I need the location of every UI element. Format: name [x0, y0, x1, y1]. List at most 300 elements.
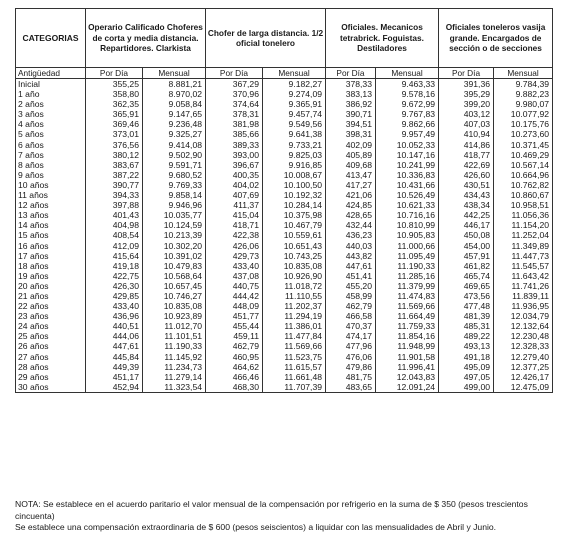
- antiguedad-cell: 10 años: [16, 180, 86, 190]
- mensual-cell: 11.279,14: [143, 372, 206, 382]
- mensual-cell: 9.457,74: [263, 109, 326, 119]
- por-dia-cell: 421,06: [326, 190, 376, 200]
- antiguedad-cell: 26 años: [16, 341, 86, 351]
- por-dia-cell: 499,00: [439, 382, 494, 393]
- por-dia-cell: 460,95: [206, 352, 263, 362]
- por-dia-cell: 445,84: [86, 352, 143, 362]
- mensual-cell: 11.056,36: [494, 210, 553, 220]
- mensual-cell: 11.190,33: [143, 341, 206, 351]
- header-chofer-larga-distancia: Chofer de larga distancia. 1/2 oficial tonelero: [206, 9, 326, 68]
- por-dia-cell: 433,40: [206, 261, 263, 271]
- mensual-cell: 10.860,67: [494, 190, 553, 200]
- header-group-row: [16, 9, 553, 68]
- por-dia-cell: 493,13: [439, 341, 494, 351]
- por-dia-cell: 442,25: [439, 210, 494, 220]
- por-dia-cell: 437,08: [206, 271, 263, 281]
- mensual-cell: 9.549,56: [263, 119, 326, 129]
- por-dia-cell: 378,31: [206, 109, 263, 119]
- mensual-cell: 11.545,57: [494, 261, 553, 271]
- por-dia-cell: 412,09: [86, 241, 143, 251]
- por-dia-cell: 408,54: [86, 230, 143, 240]
- por-dia-cell: 426,60: [439, 170, 494, 180]
- por-dia-cell: 465,74: [439, 271, 494, 281]
- mensual-cell: 10.371,45: [494, 140, 553, 150]
- por-dia-cell: 433,40: [86, 301, 143, 311]
- antiguedad-cell: 30 años: [16, 382, 86, 393]
- por-dia-cell: 370,96: [206, 89, 263, 99]
- mensual-cell: 9.784,39: [494, 79, 553, 90]
- por-dia-cell: 358,80: [86, 89, 143, 99]
- por-dia-cell: 390,77: [86, 180, 143, 190]
- sub-header-por-dia: Por Día: [326, 68, 376, 79]
- por-dia-cell: 451,77: [206, 311, 263, 321]
- mensual-cell: 11.664,49: [376, 311, 439, 321]
- por-dia-cell: 449,39: [86, 362, 143, 372]
- por-dia-cell: 451,41: [326, 271, 376, 281]
- antiguedad-cell: 28 años: [16, 362, 86, 372]
- mensual-cell: 9.578,16: [376, 89, 439, 99]
- mensual-cell: 9.858,14: [143, 190, 206, 200]
- mensual-cell: 9.733,21: [263, 140, 326, 150]
- por-dia-cell: 455,20: [326, 281, 376, 291]
- por-dia-cell: 418,71: [206, 220, 263, 230]
- table-row: [16, 362, 553, 372]
- mensual-cell: 9.591,71: [143, 160, 206, 170]
- mensual-cell: 9.862,66: [376, 119, 439, 129]
- table-row: [16, 129, 553, 139]
- note-refrigerio: NOTA: Se establece en el acuerdo paritario el valor mensual de la compensación por refrigerio en la suma de $ 350 (pesos trescientos cincuenta): [15, 499, 528, 521]
- mensual-cell: 8.881,21: [143, 79, 206, 90]
- antiguedad-cell: 3 años: [16, 109, 86, 119]
- table-row: [16, 352, 553, 362]
- por-dia-cell: 401,43: [86, 210, 143, 220]
- table-row: [16, 382, 553, 393]
- table-row: [16, 180, 553, 190]
- mensual-cell: 8.970,02: [143, 89, 206, 99]
- mensual-cell: 9.236,48: [143, 119, 206, 129]
- table-row: [16, 251, 553, 261]
- mensual-cell: 9.463,33: [376, 79, 439, 90]
- por-dia-cell: 413,47: [326, 170, 376, 180]
- por-dia-cell: 426,06: [206, 241, 263, 251]
- por-dia-cell: 362,35: [86, 99, 143, 109]
- mensual-cell: 9.680,52: [143, 170, 206, 180]
- sub-header-mensual: Mensual: [494, 68, 553, 79]
- mensual-cell: 11.095,49: [376, 251, 439, 261]
- salary-table-sheet: [15, 8, 552, 393]
- mensual-cell: 10.375,98: [263, 210, 326, 220]
- por-dia-cell: 455,44: [206, 321, 263, 331]
- mensual-cell: 10.213,39: [143, 230, 206, 240]
- table-row: [16, 79, 553, 90]
- por-dia-cell: 365,91: [86, 109, 143, 119]
- mensual-cell: 11.145,92: [143, 352, 206, 362]
- table-row: [16, 160, 553, 170]
- mensual-cell: 11.294,19: [263, 311, 326, 321]
- por-dia-cell: 414,86: [439, 140, 494, 150]
- mensual-cell: 11.012,70: [143, 321, 206, 331]
- por-dia-cell: 477,48: [439, 301, 494, 311]
- por-dia-cell: 481,39: [439, 311, 494, 321]
- por-dia-cell: 355,25: [86, 79, 143, 90]
- por-dia-cell: 391,36: [439, 79, 494, 90]
- por-dia-cell: 404,02: [206, 180, 263, 190]
- por-dia-cell: 483,65: [326, 382, 376, 393]
- mensual-cell: 9.672,99: [376, 99, 439, 109]
- table-row: [16, 331, 553, 341]
- mensual-cell: 9.980,07: [494, 99, 553, 109]
- mensual-cell: 11.474,83: [376, 291, 439, 301]
- mensual-cell: 9.147,65: [143, 109, 206, 119]
- por-dia-cell: 444,42: [206, 291, 263, 301]
- mensual-cell: 9.058,84: [143, 99, 206, 109]
- por-dia-cell: 394,51: [326, 119, 376, 129]
- mensual-cell: 10.479,83: [143, 261, 206, 271]
- por-dia-cell: 429,73: [206, 251, 263, 261]
- por-dia-cell: 397,88: [86, 200, 143, 210]
- por-dia-cell: 380,12: [86, 150, 143, 160]
- mensual-cell: 10.835,08: [143, 301, 206, 311]
- por-dia-cell: 383,67: [86, 160, 143, 170]
- mensual-cell: 10.526,49: [376, 190, 439, 200]
- por-dia-cell: 403,12: [439, 109, 494, 119]
- mensual-cell: 10.241,99: [376, 160, 439, 170]
- antiguedad-cell: 24 años: [16, 321, 86, 331]
- mensual-cell: 9.957,49: [376, 129, 439, 139]
- table-row: [16, 341, 553, 351]
- table-row: [16, 230, 553, 240]
- sub-header-antiguedad: Antigüedad: [16, 68, 86, 79]
- mensual-cell: 11.323,54: [143, 382, 206, 393]
- antiguedad-cell: 25 años: [16, 331, 86, 341]
- mensual-cell: 10.762,82: [494, 180, 553, 190]
- mensual-cell: 10.052,33: [376, 140, 439, 150]
- por-dia-cell: 440,03: [326, 241, 376, 251]
- mensual-cell: 12.328,33: [494, 341, 553, 351]
- por-dia-cell: 407,03: [439, 119, 494, 129]
- antiguedad-cell: 16 años: [16, 241, 86, 251]
- mensual-cell: 9.916,85: [263, 160, 326, 170]
- table-row: [16, 301, 553, 311]
- por-dia-cell: 400,35: [206, 170, 263, 180]
- por-dia-cell: 402,09: [326, 140, 376, 150]
- por-dia-cell: 462,79: [326, 301, 376, 311]
- mensual-cell: 10.008,67: [263, 170, 326, 180]
- por-dia-cell: 395,29: [439, 89, 494, 99]
- por-dia-cell: 462,79: [206, 341, 263, 351]
- mensual-cell: 10.651,43: [263, 241, 326, 251]
- table-row: [16, 89, 553, 99]
- mensual-cell: 10.469,29: [494, 150, 553, 160]
- por-dia-cell: 422,38: [206, 230, 263, 240]
- antiguedad-cell: 13 años: [16, 210, 86, 220]
- mensual-cell: 9.274,09: [263, 89, 326, 99]
- mensual-cell: 11.996,41: [376, 362, 439, 372]
- mensual-cell: 10.336,83: [376, 170, 439, 180]
- mensual-cell: 11.202,37: [263, 301, 326, 311]
- por-dia-cell: 468,30: [206, 382, 263, 393]
- por-dia-cell: 373,01: [86, 129, 143, 139]
- table-row: [16, 241, 553, 251]
- mensual-cell: 10.716,16: [376, 210, 439, 220]
- mensual-cell: 10.100,50: [263, 180, 326, 190]
- mensual-cell: 11.018,72: [263, 281, 326, 291]
- mensual-cell: 10.743,25: [263, 251, 326, 261]
- por-dia-cell: 430,51: [439, 180, 494, 190]
- mensual-cell: 10.284,14: [263, 200, 326, 210]
- mensual-cell: 11.707,39: [263, 382, 326, 393]
- por-dia-cell: 381,98: [206, 119, 263, 129]
- por-dia-cell: 477,96: [326, 341, 376, 351]
- table-row: [16, 190, 553, 200]
- sub-header-por-dia: Por Día: [439, 68, 494, 79]
- mensual-cell: 11.661,48: [263, 372, 326, 382]
- mensual-cell: 12.377,25: [494, 362, 553, 372]
- por-dia-cell: 389,33: [206, 140, 263, 150]
- por-dia-cell: 385,66: [206, 129, 263, 139]
- por-dia-cell: 436,96: [86, 311, 143, 321]
- mensual-cell: 9.182,27: [263, 79, 326, 90]
- mensual-cell: 11.569,66: [263, 341, 326, 351]
- mensual-cell: 10.621,33: [376, 200, 439, 210]
- por-dia-cell: 436,23: [326, 230, 376, 240]
- sub-header-mensual: Mensual: [263, 68, 326, 79]
- sub-header-por-dia: Por Día: [86, 68, 143, 79]
- mensual-cell: 11.741,26: [494, 281, 553, 291]
- mensual-cell: 10.391,02: [143, 251, 206, 261]
- por-dia-cell: 415,04: [206, 210, 263, 220]
- por-dia-cell: 474,17: [326, 331, 376, 341]
- mensual-cell: 10.567,14: [494, 160, 553, 170]
- por-dia-cell: 390,71: [326, 109, 376, 119]
- por-dia-cell: 470,37: [326, 321, 376, 331]
- mensual-cell: 10.905,83: [376, 230, 439, 240]
- mensual-cell: 10.568,64: [143, 271, 206, 281]
- table-row: [16, 140, 553, 150]
- antiguedad-cell: 23 años: [16, 311, 86, 321]
- table-row: [16, 99, 553, 109]
- por-dia-cell: 446,17: [439, 220, 494, 230]
- salary-table: [15, 8, 553, 393]
- table-body: [16, 79, 553, 393]
- por-dia-cell: 466,46: [206, 372, 263, 382]
- por-dia-cell: 424,85: [326, 200, 376, 210]
- antiguedad-cell: 7 años: [16, 150, 86, 160]
- mensual-cell: 10.124,59: [143, 220, 206, 230]
- mensual-cell: 10.657,45: [143, 281, 206, 291]
- por-dia-cell: 489,22: [439, 331, 494, 341]
- mensual-cell: 11.154,20: [494, 220, 553, 230]
- por-dia-cell: 461,82: [439, 261, 494, 271]
- por-dia-cell: 428,65: [326, 210, 376, 220]
- mensual-cell: 10.923,89: [143, 311, 206, 321]
- mensual-cell: 11.101,51: [143, 331, 206, 341]
- por-dia-cell: 394,33: [86, 190, 143, 200]
- mensual-cell: 9.882,23: [494, 89, 553, 99]
- mensual-cell: 11.252,04: [494, 230, 553, 240]
- note-compensacion-extraordinaria: Se establece una compensación extraordinaria de $ 600 (pesos seiscientos) a liquidar con las mensualidades de Abril y Junio.: [15, 522, 497, 532]
- table-row: [16, 210, 553, 220]
- mensual-cell: 11.569,66: [376, 301, 439, 311]
- mensual-cell: 9.325,27: [143, 129, 206, 139]
- por-dia-cell: 398,31: [326, 129, 376, 139]
- mensual-cell: 9.641,38: [263, 129, 326, 139]
- mensual-cell: 9.767,83: [376, 109, 439, 119]
- mensual-cell: 11.447,73: [494, 251, 553, 261]
- por-dia-cell: 440,51: [86, 321, 143, 331]
- por-dia-cell: 458,99: [326, 291, 376, 301]
- por-dia-cell: 405,89: [326, 150, 376, 160]
- antiguedad-cell: 5 años: [16, 129, 86, 139]
- mensual-cell: 10.192,32: [263, 190, 326, 200]
- por-dia-cell: 399,20: [439, 99, 494, 109]
- por-dia-cell: 434,43: [439, 190, 494, 200]
- antiguedad-cell: Inicial: [16, 79, 86, 90]
- mensual-cell: 10.302,20: [143, 241, 206, 251]
- antiguedad-cell: 29 años: [16, 372, 86, 382]
- table-row: [16, 109, 553, 119]
- table-row: [16, 321, 553, 331]
- mensual-cell: 10.147,16: [376, 150, 439, 160]
- mensual-cell: 12.043,83: [376, 372, 439, 382]
- por-dia-cell: 466,58: [326, 311, 376, 321]
- antiguedad-cell: 22 años: [16, 301, 86, 311]
- mensual-cell: 10.810,99: [376, 220, 439, 230]
- por-dia-cell: 476,06: [326, 352, 376, 362]
- mensual-cell: 10.664,96: [494, 170, 553, 180]
- por-dia-cell: 386,92: [326, 99, 376, 109]
- por-dia-cell: 440,75: [206, 281, 263, 291]
- por-dia-cell: 407,69: [206, 190, 263, 200]
- mensual-cell: 11.901,58: [376, 352, 439, 362]
- mensual-cell: 11.759,33: [376, 321, 439, 331]
- mensual-cell: 11.477,84: [263, 331, 326, 341]
- antiguedad-cell: 1 año: [16, 89, 86, 99]
- antiguedad-cell: 21 años: [16, 291, 86, 301]
- por-dia-cell: 396,67: [206, 160, 263, 170]
- por-dia-cell: 452,94: [86, 382, 143, 393]
- mensual-cell: 12.091,24: [376, 382, 439, 393]
- mensual-cell: 11.615,57: [263, 362, 326, 372]
- por-dia-cell: 369,46: [86, 119, 143, 129]
- mensual-cell: 11.936,95: [494, 301, 553, 311]
- sub-header-mensual: Mensual: [143, 68, 206, 79]
- mensual-cell: 10.835,08: [263, 261, 326, 271]
- mensual-cell: 12.132,64: [494, 321, 553, 331]
- por-dia-cell: 479,86: [326, 362, 376, 372]
- mensual-cell: 11.386,01: [263, 321, 326, 331]
- mensual-cell: 11.110,55: [263, 291, 326, 301]
- mensual-cell: 10.926,90: [263, 271, 326, 281]
- por-dia-cell: 383,13: [326, 89, 376, 99]
- por-dia-cell: 429,85: [86, 291, 143, 301]
- table-row: [16, 261, 553, 271]
- mensual-cell: 9.414,08: [143, 140, 206, 150]
- antiguedad-cell: 17 años: [16, 251, 86, 261]
- mensual-cell: 10.467,79: [263, 220, 326, 230]
- por-dia-cell: 374,64: [206, 99, 263, 109]
- mensual-cell: 11.948,99: [376, 341, 439, 351]
- antiguedad-cell: 14 años: [16, 220, 86, 230]
- por-dia-cell: 418,77: [439, 150, 494, 160]
- por-dia-cell: 454,00: [439, 241, 494, 251]
- antiguedad-cell: 12 años: [16, 200, 86, 210]
- mensual-cell: 9.825,03: [263, 150, 326, 160]
- por-dia-cell: 422,69: [439, 160, 494, 170]
- por-dia-cell: 378,33: [326, 79, 376, 90]
- por-dia-cell: 450,08: [439, 230, 494, 240]
- header-categorias: CATEGORIAS: [16, 9, 86, 68]
- table-row: [16, 119, 553, 129]
- antiguedad-cell: 27 años: [16, 352, 86, 362]
- por-dia-cell: 432,44: [326, 220, 376, 230]
- antiguedad-cell: 6 años: [16, 140, 86, 150]
- header-operario-calificado: Operario Calificado Choferes de corta y media distancia. Repartidores. Clarkista: [86, 9, 206, 68]
- mensual-cell: 9.502,90: [143, 150, 206, 160]
- por-dia-cell: 409,68: [326, 160, 376, 170]
- mensual-cell: 12.230,48: [494, 331, 553, 341]
- mensual-cell: 9.365,91: [263, 99, 326, 109]
- por-dia-cell: 497,05: [439, 372, 494, 382]
- mensual-cell: 9.946,96: [143, 200, 206, 210]
- por-dia-cell: 481,75: [326, 372, 376, 382]
- mensual-cell: 10.746,27: [143, 291, 206, 301]
- por-dia-cell: 464,62: [206, 362, 263, 372]
- por-dia-cell: 411,37: [206, 200, 263, 210]
- table-row: [16, 271, 553, 281]
- mensual-cell: 12.475,09: [494, 382, 553, 393]
- por-dia-cell: 417,27: [326, 180, 376, 190]
- por-dia-cell: 443,82: [326, 251, 376, 261]
- por-dia-cell: 444,06: [86, 331, 143, 341]
- por-dia-cell: 438,34: [439, 200, 494, 210]
- por-dia-cell: 404,98: [86, 220, 143, 230]
- por-dia-cell: 451,17: [86, 372, 143, 382]
- sub-header-row: [16, 68, 553, 79]
- mensual-cell: 10.273,60: [494, 129, 553, 139]
- mensual-cell: 10.175,76: [494, 119, 553, 129]
- mensual-cell: 10.559,61: [263, 230, 326, 240]
- antiguedad-cell: 20 años: [16, 281, 86, 291]
- por-dia-cell: 485,31: [439, 321, 494, 331]
- por-dia-cell: 495,09: [439, 362, 494, 372]
- mensual-cell: 11.000,66: [376, 241, 439, 251]
- header-oficiales-toneleros: Oficiales toneleros vasija grande. Encargados de sección o de secciones: [439, 9, 553, 68]
- por-dia-cell: 387,22: [86, 170, 143, 180]
- table-row: [16, 170, 553, 180]
- por-dia-cell: 419,18: [86, 261, 143, 271]
- por-dia-cell: 457,91: [439, 251, 494, 261]
- table-row: [16, 220, 553, 230]
- antiguedad-cell: 4 años: [16, 119, 86, 129]
- mensual-cell: 12.426,17: [494, 372, 553, 382]
- table-row: [16, 150, 553, 160]
- table-row: [16, 372, 553, 382]
- por-dia-cell: 376,56: [86, 140, 143, 150]
- mensual-cell: 11.234,73: [143, 362, 206, 372]
- antiguedad-cell: 18 años: [16, 261, 86, 271]
- por-dia-cell: 410,94: [439, 129, 494, 139]
- por-dia-cell: 459,11: [206, 331, 263, 341]
- sub-header-mensual: Mensual: [376, 68, 439, 79]
- por-dia-cell: 426,30: [86, 281, 143, 291]
- por-dia-cell: 422,75: [86, 271, 143, 281]
- por-dia-cell: 367,29: [206, 79, 263, 90]
- mensual-cell: 10.035,77: [143, 210, 206, 220]
- antiguedad-cell: 2 años: [16, 99, 86, 109]
- por-dia-cell: 448,09: [206, 301, 263, 311]
- mensual-cell: 11.854,16: [376, 331, 439, 341]
